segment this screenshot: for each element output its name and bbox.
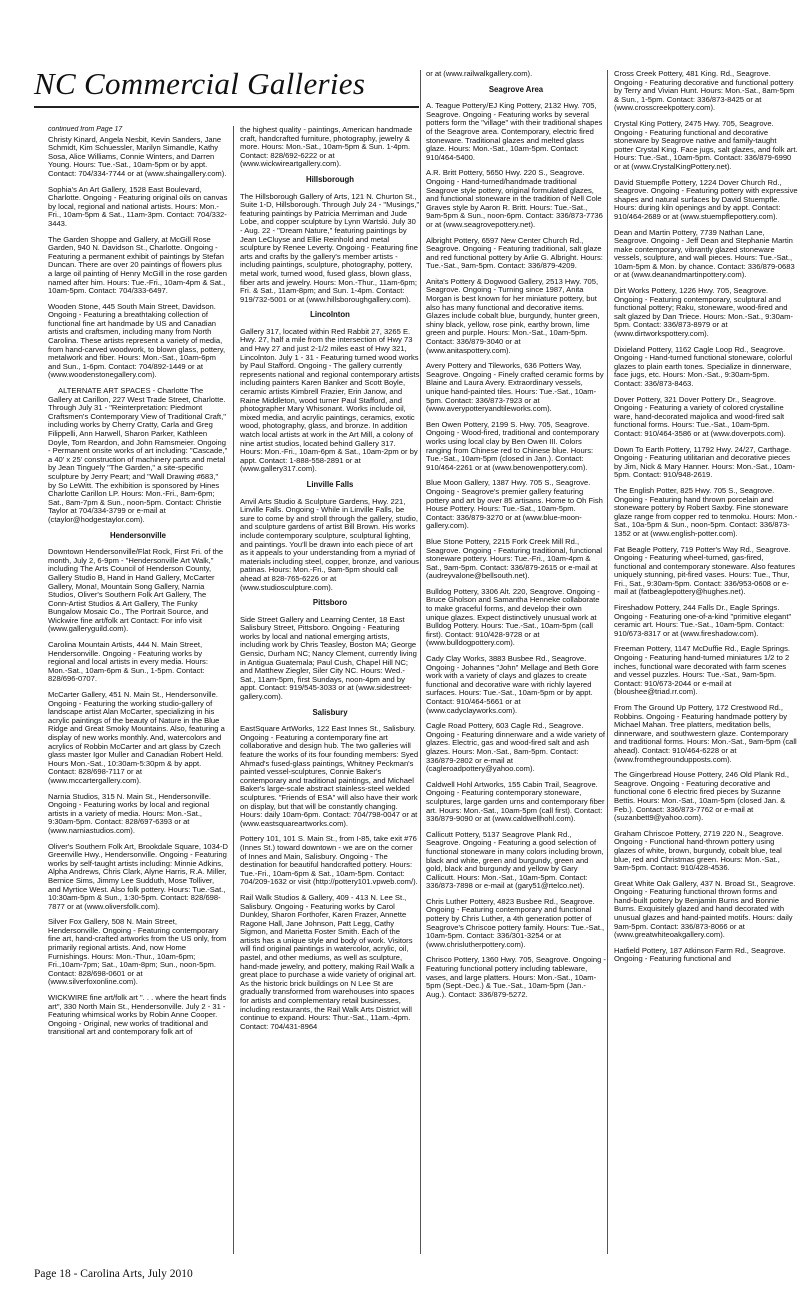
listing: The English Potter, 825 Hwy. 705 S., Seagrove. Ongoing - Featuring hand thrown porcelain and stoneware pottery by Robert Saxby. Fine stoneware glaze range from copper red to tenmoku. Hours: Mon.-Sat., 10a-5pm & Sun., noon-5pm. Contact: 336/873-1352 or at (www.english-potter.com).	[614, 485, 798, 538]
page-footer: Page 18 - Carolina Arts, July 2010	[34, 1268, 193, 1280]
listing: Ben Owen Pottery, 2199 S. Hwy. 705, Seagrove. Ongoing - Wood-fired, traditional and contemporary works using local clay by Ben Owen III. Colors ranging from Chinese red to Chinese blue. Hours: Tue.-Sat., 10am-5pm (closed in Jan.). Contact: 910/464-2261 or at (www.benowenpottery.com).	[426, 419, 599, 472]
listing: Down To Earth Pottery, 11792 Hwy. 24/27, Carthage. Ongoing - Featuring utilitarian and decorative pieces by Jim, Nick & Mary Hanner. Hours: Mon.-Sat., 10am-5pm. Contact: 910/948-2619.	[614, 444, 796, 480]
listing: EastSquare ArtWorks, 122 East Innes St., Salisbury. Ongoing - Featuring a contemporary fine art collaborative and design hub. The two galleries will feature the works of its four founding members: Syed Ahmad's fused-glass paintings, Whitney Peckman's painted vessel-sculptures, Connie Baker's contemporary and traditional paintings, and Michael Baker's large-scale abstract stainless-steel welded sculptures. "Friends of ESA" will also have their work on display, but that will be constantly changing. Hours: daily 10am-6pm. Contact: 704/798-0047 or at (www.eastsquareartworks.com).	[240, 724, 419, 828]
listing: ALTERNATE ART SPACES - Charlotte The Gallery at Carillon, 227 West Trade Street, Charlotte. Through July 31 - "Reinterpretation: Piedmont Craftsmen's Contemporary View of Traditional Craft," including works by Cherry Cratty, Carla and Greg Filippelli, Ann Harwell, Sharon Parker, Kathleen Doyle, Tom Reardon, and John Ramsmeier. Ongoing - Permanent onsite works of art including: "Cascade," a 40' x 25' construction of machinery parts and metal by Jean Tinguely "The Garden," a site-specific sculpture by Jerry Peart; and "Wall Drawing #683," by So LeWitt. The exhibition is sponsored by Hines Charlotte Carillon LP. Hours: Mon.-Fri., 8am-6pm; Sat., 8am-7pm & Sun., noon-5pm. Contact: Christie Taylor at 704/334-3799 or e-mail at (ctaylor@hodgestaylor.com).	[48, 386, 228, 524]
listing: Rail Walk Studios & Gallery, 409 - 413 N. Lee St., Salisbury. Ongoing - Featuring works by Carol Dunkley, Sharon Forthofer, Karen Frazer, Annette Ragone Hall, Jane Johnson, Patt Legg, Cathy Sigmon, and Marietta Foster Smith. Each of the artists has a unique style and body of work. Visitors will find original paintings in watercolor, acrylic, oil, pastel, and other mediums, as well as sculpture, hand-made jewelry, and pottery, making Rail Walk a great place to purchase a wide variety of original art. As the historic brick buildings on N Lee St are gradually transformed from warehouses into spaces for artists and complementary retail businesses, including restaurants, the Rail Walk Arts District will continue to expand. Hours: Thur.-Sat., 11am.-4pm. Contact: 704/431-8964	[240, 892, 417, 1031]
listing: The Hillsborough Gallery of Arts, 121 N. Churton St., Suite 1-D, Hillsborough. Through July 24 - "Musings," featuring paintings by Patricia Merriman and Jude Lobe, and copper sculpture by Lynn Wartski. July 30 - Aug. 22 - "Dream Nature," featuring paintings by Jean LeCluyse and Ellie Reinhold and metal sculpture by Renee Leverty. Ongoing - Featuring fine arts and crafts by the gallery's member artists - including paintings, sculpture, photography, pottery, metal work, turned wood, fused glass, blown glass, fiber arts and jewelry. Hours: Mon.-Thur., 11am-6pm; Fri. & Sat., 11am-8pm; and Sun. 1-4pm. Contact: 919/732-5001 or at (www.hillsboroughgallery.com).	[240, 191, 420, 304]
listing: Gallery 317, located within Red Rabbit 27, 3265 E. Hwy. 27, half a mile from the intersection of Hwy 73 and Hwy 27 and just 2-1/2 miles east of Hwy 321, Lincolnton. July 1 - 31 - Featuring turned wood works by Paul Stafford. Ongoing - The gallery currently represents national and regional contemporary artists including painters Karen Banker and Scott Boyle, ceramic artists Kimbrell Frazier, Erin Janow, and Raine Middleton, wood turner Paul Stafford, and photographer Mary Whisonant. Works include oil, mixed media, and acrylic paintings, ceramics, exotic wood, photography, glass, and bronze. In addition watch local artists at work in the Art Mill, a colony of nine artist studios, located behind Gallery 317. Hours: Mon.-Fri., 10am-6pm & Sat., 10am-2pm or by appt. Contact: 1-888-558-2891 or at (www.gallery317.com).	[240, 326, 420, 474]
listing: Blue Moon Gallery, 1387 Hwy. 705 S., Seagrove. Ongoing - Seagrove's premier gallery featuring pottery and art by over 85 artisans. Home to Oh Fish House Pottery. Hours: Tue.-Sat., 10am-5pm. Contact: 336/879-3270 or at (www.blue-moon-gallery.com).	[426, 478, 603, 531]
listing: A.R. Britt Pottery, 5650 Hwy. 220 S., Seagrove. Ongoing - Hand-turned/handmade traditional Seagrove style pottery, original formulated glazes, and functional stoneware in the tradition of Nell Cole Graves style by Aaron R. Britt. Hours: Tue.-Sat., 9am-5pm & Sun., noon-6pm. Contact: 336/873-7736 or at (www.seagrovepottery.net).	[426, 168, 603, 229]
listing: Dover Pottery, 321 Dover Pottery Dr., Seagrove. Ongoing - Featuring a variety of colored crystalline ware, hand-decorated majolica and wood-fired salt functional forms. Hours: Tue.-Sat., 10am-5pm. Contact: 910/464-3586 or at (www.doverpots.com).	[614, 394, 786, 438]
listing: Crystal King Pottery, 2475 Hwy. 705, Seagrove. Ongoing - Featuring functional and decorative stoneware by Seagrove native and family-taught potter Crystal King. Face jugs, salt glazes, and folk art. Hours: Tue.-Sat., 10am-5pm. Contact: 336/879-6990 or at (www.CrystalKingPottery.net).	[614, 118, 798, 171]
listing: Downtown Hendersonville/Flat Rock, First Fri. of the month, July 2, 6-9pm - "Hendersonville Art Walk," including The Arts Council of Henderson County, Gallery Studio B, Hand in Hand Gallery, McCarter Gallery, Mona!, Mountain Song Gallery, Narnia Studios, Oliver's Southern Folk Art Gallery, The Conn-Artist Studios & Art Gallery, The Funky Bungalow Mosaic Co., The Portrait Source, and Wickwire fine art/folk art Contact: For info visit (www.galleryguild.com).	[48, 547, 224, 634]
listing: From The Ground Up Pottery, 172 Crestwood Rd., Robbins. Ongoing - Featuring handmade pottery by Michael Mahan. Tree platters, meditation bells, dinnerware, and southwestern glaze. Contemporary and traditional forms. Hours: Mon.-Sat., 9am-5pm (call ahead). Contact: 910/464-6228 or at (www.fromthegroundupposts.com).	[614, 703, 797, 764]
listing: Pottery 101, 101 S. Main St., from I-85, take exit #76 (Innes St.) toward downtown - we are on the corner of Innes and Main, Salisbury. Ongoing - The destination for beautiful handcrafted pottery. Hours: Tue.-Fri., 10am-6pm & Sat., 10am-5pm. Contact: 704/209-1632 or visit (http://pottery101.vpweb.com/).	[240, 834, 418, 887]
listing: Anvil Arts Studio & Sculpture Gardens, Hwy. 221, Linville Falls. Ongoing - While in Linville Falls, be sure to come by and stroll through the gallery, studio, and sculpture gardens of artist Bill Brown. His works include contemporary sculpture, sculptural lighting, and paintings. You'll be drawn into each piece of art as it appeals to your understanding from a myriad of materials including steel, copper, bronze, and various patinas. Hours: Mon.-Fri., 9am-5pm should call ahead at 828-765-6226 or at (www.studiosculpture.com).	[240, 496, 419, 592]
region-heading: Lincolnton	[310, 310, 350, 320]
listing: McCarter Gallery, 451 N. Main St., Hendersonville. Ongoing - Featuring the working studio-gallery of landscape artist Alan McCarter, specializing in his acrylic paintings of the beauty of Nature in the Blue Ridge and Great Smoky Mountains. Also, featuring a display of new works monthly. And, watercolors and acrylics of Robbin McCarter and art glass by Czech glass master Igor Muller and Canadian Robert Held. Hours Mon.-Sat., 10:30am-5:30pm & by appt. Contact: 828/698-7117 or at (www.mccartergallery.com).	[48, 690, 225, 785]
listing: Sophia's An Art Gallery, 1528 East Boulevard, Charlotte. Ongoing - Featuring original oils on canvas by local, regional and national artists. Hours: Mon.-Fri., 10am-5pm & Sat., 11am-3pm. Contact: 704/332-3443.	[48, 184, 228, 228]
column-1	[48, 126, 228, 1254]
listing: Silver Fox Gallery, 508 N. Main Street, Hendersonville. Ongoing - Featuring contemporary fine art, hand-crafted artworks from the US only, from primarily regional artists. And, now Home Furnishings. Hours: Mon.-Thur., 10am-6pm; Fri.,10am-7pm; Sat., 10am-8pm; Sun., noon-5pm. Contact: 828/698-0601 or at (www.silverfoxonline.com).	[48, 917, 227, 987]
section-title: NC Commercial Galleries	[34, 66, 366, 101]
listing: Cady Clay Works, 3883 Busbee Rd., Seagrove. Ongoing - Johannes "John" Mellage and Beth Gore work with a variety of clays and glazes to create functional and decorative ware with richly layered surfaces. Hours: Tue.-Sat., 10am-5pm or by appt. Contact: 910/464-5661 or at (www.cadyclayworks.com).	[426, 654, 599, 715]
region-heading: Salisbury	[312, 707, 348, 717]
listing: Dixieland Pottery, 1162 Cagle Loop Rd., Seagrove. Ongoing - Hand-turned functional stoneware, colorful glazes to plain earth tones. Specialize in dinnerware, face jugs, etc. Hours: Mon.-Sat., 9:30am-5pm. Contact: 336/873-8463.	[614, 344, 793, 388]
column-3	[426, 70, 606, 1254]
page	[34, 62, 798, 1284]
listing: Hatfield Pottery, 187 Atkinson Farm Rd., Seagrove. Ongoing - Featuring functional and	[614, 945, 786, 964]
column-2	[240, 126, 420, 1254]
listing: Dirt Works Pottery, 1226 Hwy. 705, Seagrove. Ongoing - Featuring contemporary, sculptural and functional pottery; Raku, stoneware, wood-fired and salt glazed by Dan Triece. Hours: Mon.-Sat., 9:30am-5pm. Contact: 336/873-8979 or at (www.dirtworkspottery.com).	[614, 286, 793, 339]
listing: Side Street Gallery and Learning Center, 18 East Salisbury Street, Pittsboro. Ongoing - Featuring works by local and national emerging artists, including work by Chris Teasley, Boston MA; George Gensic, Durham NC; Nancy Clement, currently living in Antigua Guatemala; Paul Cush, Chapel Hill NC; and Matthew Ziegler, Siler City NC. Hours: Wed.-Sat., 11am-5pm, first Sundays, noon-4pm and by appt. Contact: 919/545-3033 or at (www.sidestreet-gallery.com).	[240, 614, 417, 702]
listing: Fireshadow Pottery, 244 Falls Dr., Eagle Springs. Ongoing - Featuring one-of-a-kind "primitive elegant" ceramic art. Hours: Tue.-Sat., 10am-5pm. Contact: 910/673-8317 or at (www.fireshadow.com).	[614, 603, 792, 638]
listing: Callicutt Pottery, 5137 Seagrove Plank Rd., Seagrove. Ongoing - Featuring a good selection of functional stoneware in many colors including brown, black and white, green and burgundy, green and gold, black and burgundy and yellow by Gary Callicutt. Hours: Mon.-Sat., 10am-5pm. Contact: 336/873-7898 or e-mail at (gary51@rtelco.net).	[426, 829, 604, 891]
listing: Caldwell Hohl Artworks, 155 Cabin Trail, Seagrove. Ongoing - Featuring contemporary stoneware, sculptures, large garden urns and contemporary fiber art. Hours: Mon.-Sat., 10am-5pm (call first). Contact: 336/879-9090 or at (www.caldwellhohl.com).	[426, 779, 605, 824]
listing: Carolina Mountain Artists, 444 N. Main Street, Hendersonville. Ongoing - Featuring works by regional and local artists in every media. Hours: Mon.-Sat., 10am-6pm & Sun., 1-5pm. Contact: 828/696-0707.	[48, 640, 208, 684]
listing: Great White Oak Gallery, 437 N. Broad St., Seagrove. Ongoing - Featuring functional thrown forms and hand-built pottery by Benjamin Burns and Bonnie Burns. Exquisitely glazed and hand decorated with unusual glazes and hand-painted motifs. Hours: daily 9am-5pm. Contact: 336/873-8066 or at (www.greatwhiteoakgallery.com).	[614, 878, 796, 940]
listing: Avery Pottery and Tileworks, 636 Potters Way, Seagrove. Ongoing - Finely crafted ceramic forms by Blaine and Laura Avery. Extraordinary vessels, unique hand-painted tiles. Hours: Tue.-Sat., 10am-5pm. Contact: 336/873-7923 or at (www.averypotteryandtileworks.com).	[426, 361, 604, 414]
listing: WICKWIRE fine art/folk art ". . . where the heart finds art", 330 North Main St., Hendersonville. July 2 - 31 - Featuring whimsical works by Robin Anne Cooper. Ongoing - Original, new works of traditional and transitional art and contemporary folk art of	[48, 993, 227, 1037]
column-divider	[607, 70, 608, 1254]
listing: Dean and Martin Pottery, 7739 Nathan Lane, Seagrove. Ongoing - Jeff Dean and Stephanie Martin make contemporary, vibrantly glazed stoneware vessels, sculpture, and wall pieces. Hours: Tue.-Sat., 10am-5pm & Mon. by chance. Contact: 336/879-0683 or at (www.deanandmartinpottery.com).	[614, 227, 795, 280]
listing: Wooden Stone, 445 South Main Street, Davidson. Ongoing - Featuring a breathtaking collection of functional fine art handmade by US and Canadian artists and craftsmen, including many from North Carolina. These artists represent a variety of media, from hand-carved woodwork, to blown glass, pottery, metalwork and fiber. Hours: Mon.-Sat., 10am-6pm and Sun., 1-6pm. Contact: 704/892-1449 or at (www.woodenstonegallery.com).	[48, 301, 226, 380]
listing: Fat Beagle Pottery, 719 Potter's Way Rd., Seagrove. Ongoing - Featuring wheel-turned, gas-fired, functional and contemporary stoneware. Also features uniquely stunning, pit-fired vases. Hours: Tue., Thur, Fri., Sat., 9:30am-5pm. Contact: 336/953-0608 or e-mail at (fatbeaglepottery@hughes.net).	[614, 544, 796, 597]
listing: Cross Creek Pottery, 481 King. Rd., Seagrove. Ongoing - Featuring decorative and functional pottery by Terry and Vivian Hunt. Hours: Mon.-Sat., 8am-5pm & Sun., 1-5pm. Contact: 336/873-8425 or at (www.crosscreekpottery.com).	[614, 70, 795, 113]
listing: the highest quality - paintings, American handmade craft, handcrafted furniture, photography, jewelry & more. Hours: Mon.-Sat., 10am-5pm & Sun. 1-4pm. Contact: 828/692-6222 or at (www.wickwireartgallery.com).	[240, 126, 413, 169]
continued-note: continued from Page 17	[48, 126, 123, 133]
listing: or at (www.railwalkgallery.com).	[426, 70, 533, 78]
region-heading: Hillsborough	[305, 174, 355, 184]
listing: David Stuempfle Pottery, 1224 Dover Church Rd., Seagrove. Ongoing - Featuring pottery with expressive shapes and natural surfaces by David Stuempfle. Hours: during kiln openings and by appt. Contact: 910/464-2689 or at (www.stuempflepottery.com).	[614, 177, 798, 221]
section-masthead	[34, 62, 419, 108]
listing: Chris Luther Pottery, 4823 Busbee Rd., Seagrove. Ongoing - Featuring contemporary and functional pottery by Chris Luther, a 4th generation potter of Seagrove's Chriscoe pottery family. Hours: Tue.-Sat., 10am-5pm. Contact: 336/301-3254 or at (www.chrislutherpottery.com).	[426, 896, 605, 949]
listing: Anita's Pottery & Dogwood Gallery, 2513 Hwy. 705, Seagrove. Ongoing - Turning since 1987, Anita Morgan is best known for her miniature pottery, but also has many functional and decorative items. Glazes include cobalt blue, burgundy, hunter green, shiny black, yellow, rose pink, earthy brown, lime green and purple. Hours: Mon.-Sat., 10am-5pm. Contact: 336/879-3040 or at (www.anitaspottery.com).	[426, 276, 600, 355]
listing: Blue Stone Pottery, 2215 Fork Creek Mill Rd., Seagrove. Ongoing - Featuring traditional, functional stoneware pottery. Hours: Tue.-Fri., 10am-4pm & Sat., 9am-5pm. Contact: 336/879-2615 or e-mail at (audreyvalone@bellsouth.net).	[426, 536, 603, 581]
listing: Oliver's Southern Folk Art, Brookdale Square, 1034-D Greenville Hwy., Hendersonville. Ongoing - Featuring works by self-taught artists including: Minnie Adkins, Alpha Andrews, Chris Clark, Alyne Harris, R.A. Miller, Bernice Sims, Jimmy Lee Sudduth, Mose Tolliver, and Myrtice West. Also folk pottery. Hours: Tue.-Sat., 10:30am-5pm & Sun., 1:30-5pm. Contact: 828/698-7877 or at (www.oliversfolk.com).	[48, 841, 228, 911]
listing: Graham Chriscoe Pottery, 2719 220 N., Seagrove. Ongoing - Functional hand-thrown pottery using glazes of white, brown, burgundy, cobalt blue, teal blue, red and Christmas green. Hours: Mon.-Sat., 9am-5pm. Contact: 910/428-4536.	[614, 828, 784, 873]
listing: Bulldog Pottery, 3306 Alt. 220, Seagrove. Ongoing - Bruce Gholson and Samantha Henneke collaborate to make graceful forms, and develop their own unique glazes. Expect distinctively unusual work at Bulldog Pottery. Hours: Tue.-Sat., 10am-5pm (call first). Contact: 910/428-9728 or at (www.bulldogpottery.com).	[426, 586, 600, 648]
listing: The Garden Shoppe and Gallery, at McGill Rose Garden, 940 N. Davidson St., Charlotte. Ongoing - Featuring a permanent exhibit of paintings by Stefan Duncan. There are over 20 paintings of flowers plus a large oil painting of Henry McGill in the rose garden named after him. Hours: Tue.-Fri., 10am-4pm & Sat., 10am-5pm. Contact: 704/333-6497.	[48, 234, 227, 296]
listing: Freeman Pottery, 1147 McDuffie Rd., Eagle Springs. Ongoing - Featuring hand-turned miniatures 1/2 to 2 inches, functional ware decorated with farm scenes and vessel puzzles. Hours: Tue.-Sat., 9am-5pm. Contact: 910/673-2044 or e-mail at (bloushee@triad.rr.com).	[614, 644, 791, 697]
column-divider	[233, 126, 234, 1254]
listing: Chrisco Pottery, 1360 Hwy. 705, Seagrove. Ongoing - Featuring functional pottery including tableware, vases, and large platters. Hours: Mon.-Sat., 10am-5pm (Sept.-Dec.) & Tue.-Sat., 10am-5pm (Jan.-Aug.). Contact: 336/879-5272.	[426, 955, 606, 999]
region-heading: Hendersonville	[110, 530, 166, 540]
listing: Christy Kinard, Angela Nesbit, Kevin Sanders, Jane Schmidt, Kim Schuessler, Marilyn Simandle, Kathy Sosa, Alice Williams, Connie Winters, and Darren Young. Hours: Tue.-Sat., 10am-5pm or by appt. Contact: 704/334-7744 or at (www.shaingallery.com).	[48, 134, 227, 178]
listing: Albright Pottery, 6597 New Center Church Rd., Seagrove. Ongoing - Featuring traditional, salt glaze and red functional pottery by Arlie G. Albright. Hours: Tue.-Sat., 9am-5pm. Contact: 336/879-4209.	[426, 235, 603, 271]
listing: Cagle Road Pottery, 603 Cagle Rd., Seagrove. Ongoing - Featuring dinnerware and a wide variety of glazes. Electric, gas and wood-fired salt and ash glazes. Hours: Mon.-Sat., 8am-5pm. Contact: 336/879-2802 or e-mail at (cagleroadpottery@yahoo.com).	[426, 721, 605, 774]
column-divider	[420, 70, 421, 1254]
region-heading: Seagrove Area	[488, 84, 544, 94]
listing: A. Teague Pottery/EJ King Pottery, 2132 Hwy. 705, Seagrove. Ongoing - Featuring works by several potters form the "village" with their traditional shapes of the Seagrove area. Contemporary, electric fired stoneware. Traditional glazes and melted glass glaze. Hours: Mon.-Sat., 10am-5pm. Contact: 910/464-5400.	[426, 101, 603, 162]
region-heading: Pittsboro	[312, 598, 348, 608]
column-4	[614, 70, 798, 1254]
listing: The Gingerbread House Pottery, 246 Old Plank Rd., Seagrove. Ongoing - Featuring decorative and functional cone 6 electric fired pieces by Suzanne Bettis. Hours: Mon.-Sat., 10am-5pm (closed Jan. & Feb.). Contact: 336/873-7762 or e-mail at (suzanbett9@yahoo.com).	[614, 770, 790, 823]
region-heading: Linville Falls	[306, 479, 354, 489]
listing: Narnia Studios, 315 N. Main St., Hendersonville. Ongoing - Featuring works by local and regional artists in a variety of media. Hours: Mon.-Sat., 9:30am-5pm. Contact: 828/697-6393 or at (www.narniastudios.com).	[48, 791, 211, 835]
